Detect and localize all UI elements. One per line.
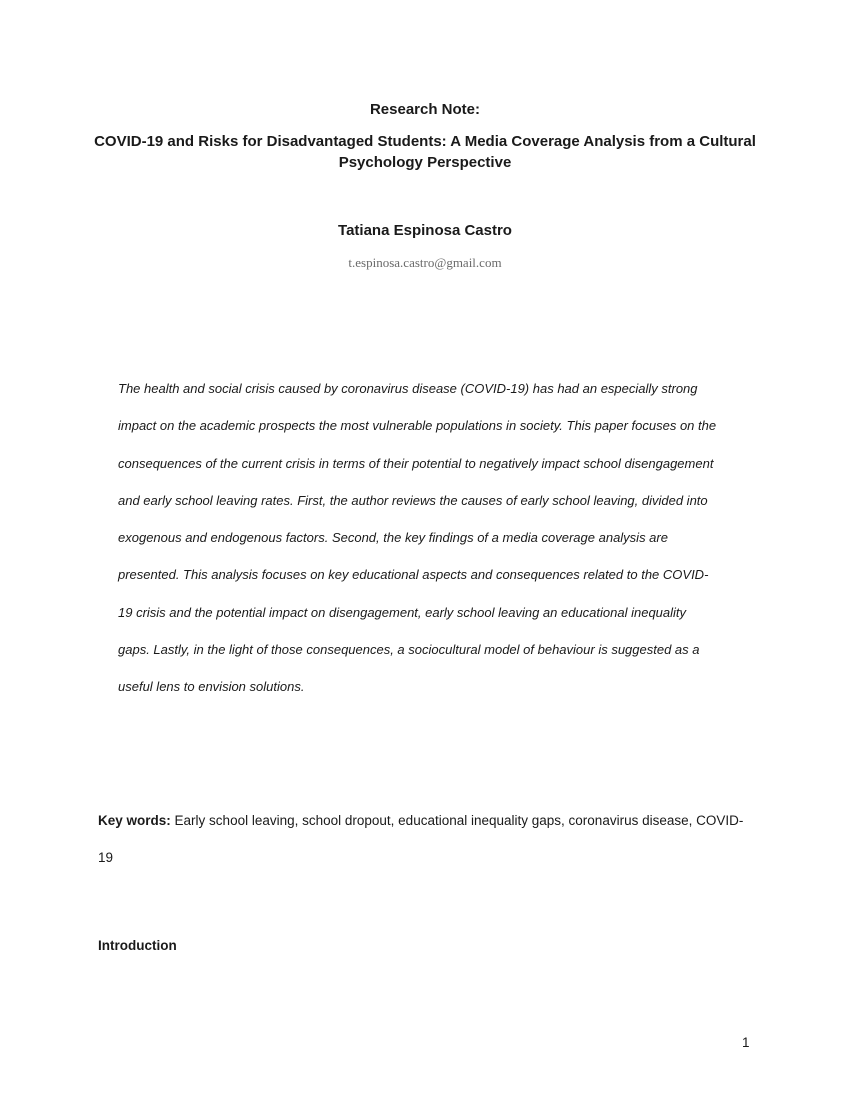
paper-label: Research Note: — [369, 101, 481, 118]
keywords-list: Early school leaving, school dropout, educational inequality gaps, coronavirus disease, COVID-19 — [98, 813, 744, 865]
keywords-paragraph — [98, 802, 758, 876]
author-email: t.espinosa.castro@gmail.com — [348, 255, 502, 270]
paper-title: COVID-19 and Risks for Disadvantaged Students: A Media Coverage Analysis from a Cultural Psychology Perspective — [94, 133, 756, 171]
abstract: The health and social crisis caused by coronavirus disease (COVID-19) has had an especially strong impact on the academic prospects the most vulnerable populations in society. This paper focuses on the consequences of the current crisis in terms of their potential to negatively impact school disengagement and early school leaving rates. First, the author reviews the causes of early school leaving, divided into exogenous and endogenous factors. Second, the key findings of a media coverage analysis are presented. This analysis focuses on key educational aspects and consequences related to the COVID-19 crisis and the potential impact on disengagement, early school leaving an educational inequality gaps. Lastly, in the light of those consequences, a sociocultural model of behaviour is suggested as a useful lens to envision solutions. — [118, 381, 717, 695]
section-heading-introduction: Introduction — [98, 938, 177, 953]
keywords-label: Key words: — [98, 813, 171, 828]
author-name: Tatiana Espinosa Castro — [338, 222, 512, 239]
page-number: 1 — [742, 1035, 750, 1050]
